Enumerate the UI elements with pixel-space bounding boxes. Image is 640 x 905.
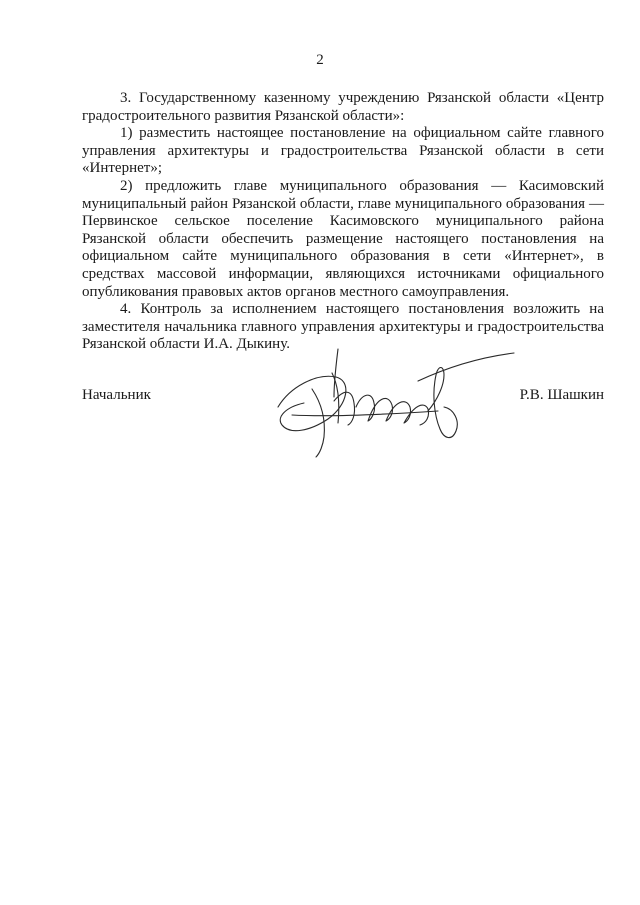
paragraph-item-3: 3. Государственному казенному учреждению Рязанской области «Центр градостроительного развития Рязанской области»: (82, 90, 604, 124)
signer-name: Р.В. Шашкин (519, 387, 604, 403)
paragraph-item-4: 4. Контроль за исполнением настоящего постановления возложить на заместителя начальника главного управления архитектуры и градостроительства Рязанской области И.А. Дыкину. (82, 301, 604, 353)
signer-title: Начальник (82, 387, 151, 403)
paragraph-subitem-1: 1) разместить настоящее постановление на официальном сайте главного управления архитектуры и градостроительства Рязанской области в сети «Интернет»; (82, 125, 604, 177)
document-body (82, 90, 604, 354)
paragraph-subitem-2: 2) предложить главе муниципального образования — Касимовский муниципальный район Рязанской области, главе муниципального образования — Первинское сельское поселение Касимовского муниципального района Рязанской области обеспечить размещение настоящего постановления на официальном сайте муниципального образования в сети «Интернет», в средствах массовой информации, являющихся источниками официального опубликования правовых актов органов местного самоуправления. (82, 177, 604, 300)
handwritten-signature (268, 345, 518, 460)
page-number: 2 (316, 52, 324, 68)
